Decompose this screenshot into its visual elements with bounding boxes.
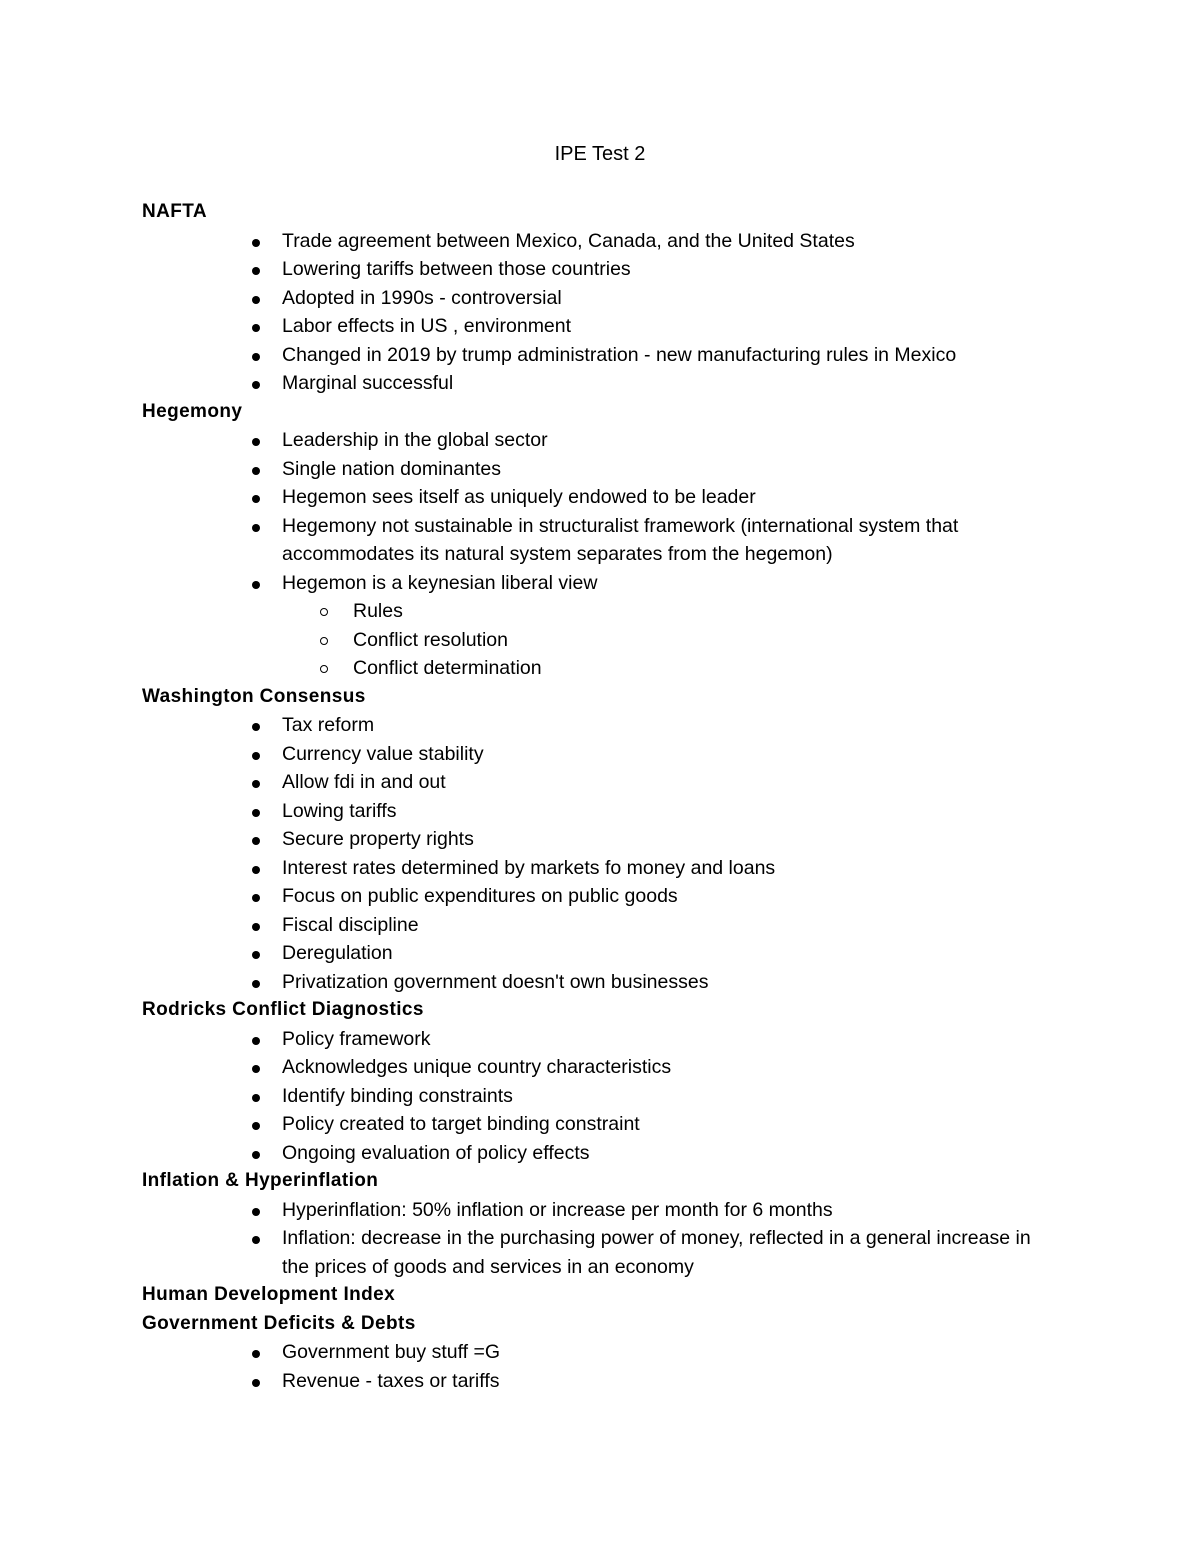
bullet-dot-icon bbox=[252, 1151, 260, 1159]
bullet-item bbox=[142, 825, 1062, 854]
section-heading: Rodricks Conflict Diagnostics bbox=[142, 999, 424, 1020]
bullet-dot-icon bbox=[252, 923, 260, 931]
hollow-bullet-icon bbox=[320, 608, 328, 616]
bullet-text: Labor effects in US , environment bbox=[282, 315, 572, 337]
bullet-text: Revenue - taxes or tariffs bbox=[282, 1369, 500, 1392]
bullet-text: Tax reform bbox=[282, 714, 375, 736]
bullet-text: Deregulation bbox=[282, 942, 393, 964]
bullet-text: Identify binding constraints bbox=[282, 1084, 513, 1107]
bullet-item bbox=[142, 854, 1062, 883]
bullet-list bbox=[142, 227, 1062, 398]
bullet-dot-icon bbox=[252, 524, 260, 532]
bullet-text: Interest rates determined by markets fo money and loans bbox=[282, 856, 776, 879]
sub-bullet-item bbox=[142, 654, 1062, 683]
document-title: IPE Test 2 bbox=[554, 143, 646, 165]
bullet-dot-icon bbox=[252, 1065, 260, 1073]
bullet-item bbox=[142, 968, 1062, 997]
bullet-text: Policy framework bbox=[282, 1027, 431, 1050]
sub-bullet-text: Conflict resolution bbox=[353, 628, 508, 651]
section-heading: Hegemony bbox=[142, 400, 243, 422]
bullet-item bbox=[142, 227, 1062, 256]
bullet-item bbox=[142, 1110, 1062, 1139]
bullet-dot-icon bbox=[252, 837, 260, 845]
section-heading: Government Deficits & Debts bbox=[142, 1312, 416, 1334]
bullet-text: Ongoing evaluation of policy effects bbox=[282, 1141, 590, 1164]
section-heading: Inflation & Hyperinflation bbox=[142, 1170, 379, 1191]
bullet-list bbox=[142, 1338, 1062, 1395]
bullet-item bbox=[142, 882, 1062, 911]
bullet-item bbox=[142, 1224, 1062, 1281]
document-body bbox=[142, 198, 1062, 1395]
bullet-item bbox=[142, 426, 1062, 455]
bullet-text: Fiscal discipline bbox=[282, 913, 419, 936]
bullet-item bbox=[142, 483, 1062, 512]
bullet-text: Hegemon is a keynesian liberal view bbox=[282, 571, 598, 594]
bullet-dot-icon bbox=[252, 980, 260, 988]
bullet-dot-icon bbox=[252, 353, 260, 361]
bullet-text: Currency value stability bbox=[282, 742, 484, 765]
bullet-text: Trade agreement between Mexico, Canada, and the United States bbox=[282, 229, 855, 252]
bullet-dot-icon bbox=[252, 581, 260, 589]
bullet-text: Changed in 2019 by trump administration - new manufacturing rules in Mexico bbox=[282, 343, 957, 366]
section-heading: Washington Consensus bbox=[142, 685, 366, 707]
bullet-dot-icon bbox=[252, 324, 260, 332]
bullet-dot-icon bbox=[252, 809, 260, 817]
bullet-dot-icon bbox=[252, 1208, 260, 1216]
bullet-item bbox=[142, 255, 1062, 284]
bullet-item bbox=[142, 768, 1062, 797]
bullet-item bbox=[142, 1025, 1062, 1054]
hollow-bullet-icon bbox=[320, 637, 328, 645]
bullet-dot-icon bbox=[252, 1094, 260, 1102]
bullet-item bbox=[142, 740, 1062, 769]
bullet-text: Adopted in 1990s - controversial bbox=[282, 286, 562, 309]
bullet-item bbox=[142, 455, 1062, 484]
bullet-list bbox=[142, 1196, 1062, 1282]
bullet-dot-icon bbox=[252, 495, 260, 503]
bullet-text: Secure property rights bbox=[282, 828, 474, 850]
sub-bullet-item bbox=[142, 626, 1062, 655]
bullet-dot-icon bbox=[252, 1236, 260, 1244]
bullet-text: Leadership in the global sector bbox=[282, 429, 548, 451]
bullet-text: Acknowledges unique country characteristics bbox=[282, 1056, 672, 1078]
bullet-item bbox=[142, 1367, 1062, 1396]
bullet-dot-icon bbox=[252, 752, 260, 760]
bullet-dot-icon bbox=[252, 381, 260, 389]
bullet-text: Allow fdi in and out bbox=[282, 771, 446, 793]
bullet-dot-icon bbox=[252, 239, 260, 247]
bullet-dot-icon bbox=[252, 780, 260, 788]
bullet-text: Lowering tariffs between those countries bbox=[282, 258, 631, 280]
bullet-text: Hegemony not sustainable in structuralist framework (international system that accommodates its natural system separates from the hegemon) bbox=[282, 514, 959, 565]
section-heading: Human Development Index bbox=[142, 1284, 396, 1305]
bullet-dot-icon bbox=[252, 1350, 260, 1358]
bullet-dot-icon bbox=[252, 1379, 260, 1387]
bullet-dot-icon bbox=[252, 296, 260, 304]
bullet-item bbox=[142, 911, 1062, 940]
sub-bullet-text: Conflict determination bbox=[353, 657, 542, 679]
bullet-item bbox=[142, 1196, 1062, 1225]
bullet-text: Policy created to target binding constraint bbox=[282, 1113, 640, 1135]
bullet-dot-icon bbox=[252, 267, 260, 275]
bullet-dot-icon bbox=[252, 894, 260, 902]
bullet-dot-icon bbox=[252, 1037, 260, 1045]
bullet-item bbox=[142, 1082, 1062, 1111]
hollow-bullet-icon bbox=[320, 665, 328, 673]
bullet-list bbox=[142, 1025, 1062, 1168]
bullet-text: Lowing tariffs bbox=[282, 799, 397, 822]
bullet-text: Hyperinflation: 50% inflation or increase per month for 6 months bbox=[282, 1198, 833, 1221]
sub-bullet-text: Rules bbox=[353, 600, 403, 622]
bullet-text: Government buy stuff =G bbox=[282, 1341, 501, 1363]
bullet-item bbox=[142, 1139, 1062, 1168]
bullet-item bbox=[142, 1053, 1062, 1082]
bullet-item bbox=[142, 1338, 1062, 1367]
sub-bullet-list bbox=[142, 597, 1062, 683]
bullet-text: Privatization government doesn't own businesses bbox=[282, 970, 709, 993]
bullet-item bbox=[142, 369, 1062, 398]
section-heading: NAFTA bbox=[142, 201, 207, 222]
bullet-text: Focus on public expenditures on public goods bbox=[282, 885, 678, 907]
bullet-item bbox=[142, 284, 1062, 313]
bullet-text: Marginal successful bbox=[282, 372, 454, 394]
bullet-text: Inflation: decrease in the purchasing power of money, reflected in a general increase in the prices of goods and services in an economy bbox=[282, 1227, 1031, 1278]
bullet-item bbox=[142, 569, 1062, 598]
bullet-item bbox=[142, 939, 1062, 968]
bullet-dot-icon bbox=[252, 723, 260, 731]
bullet-dot-icon bbox=[252, 951, 260, 959]
bullet-item bbox=[142, 711, 1062, 740]
bullet-item bbox=[142, 312, 1062, 341]
bullet-dot-icon bbox=[252, 438, 260, 446]
bullet-text: Hegemon sees itself as uniquely endowed to be leader bbox=[282, 486, 756, 508]
bullet-item bbox=[142, 512, 1062, 569]
bullet-list bbox=[142, 711, 1062, 996]
bullet-dot-icon bbox=[252, 866, 260, 874]
bullet-item bbox=[142, 797, 1062, 826]
bullet-item bbox=[142, 341, 1062, 370]
bullet-dot-icon bbox=[252, 1122, 260, 1130]
bullet-text: Single nation dominantes bbox=[282, 457, 501, 480]
bullet-list bbox=[142, 426, 1062, 683]
bullet-dot-icon bbox=[252, 467, 260, 475]
sub-bullet-item bbox=[142, 597, 1062, 626]
